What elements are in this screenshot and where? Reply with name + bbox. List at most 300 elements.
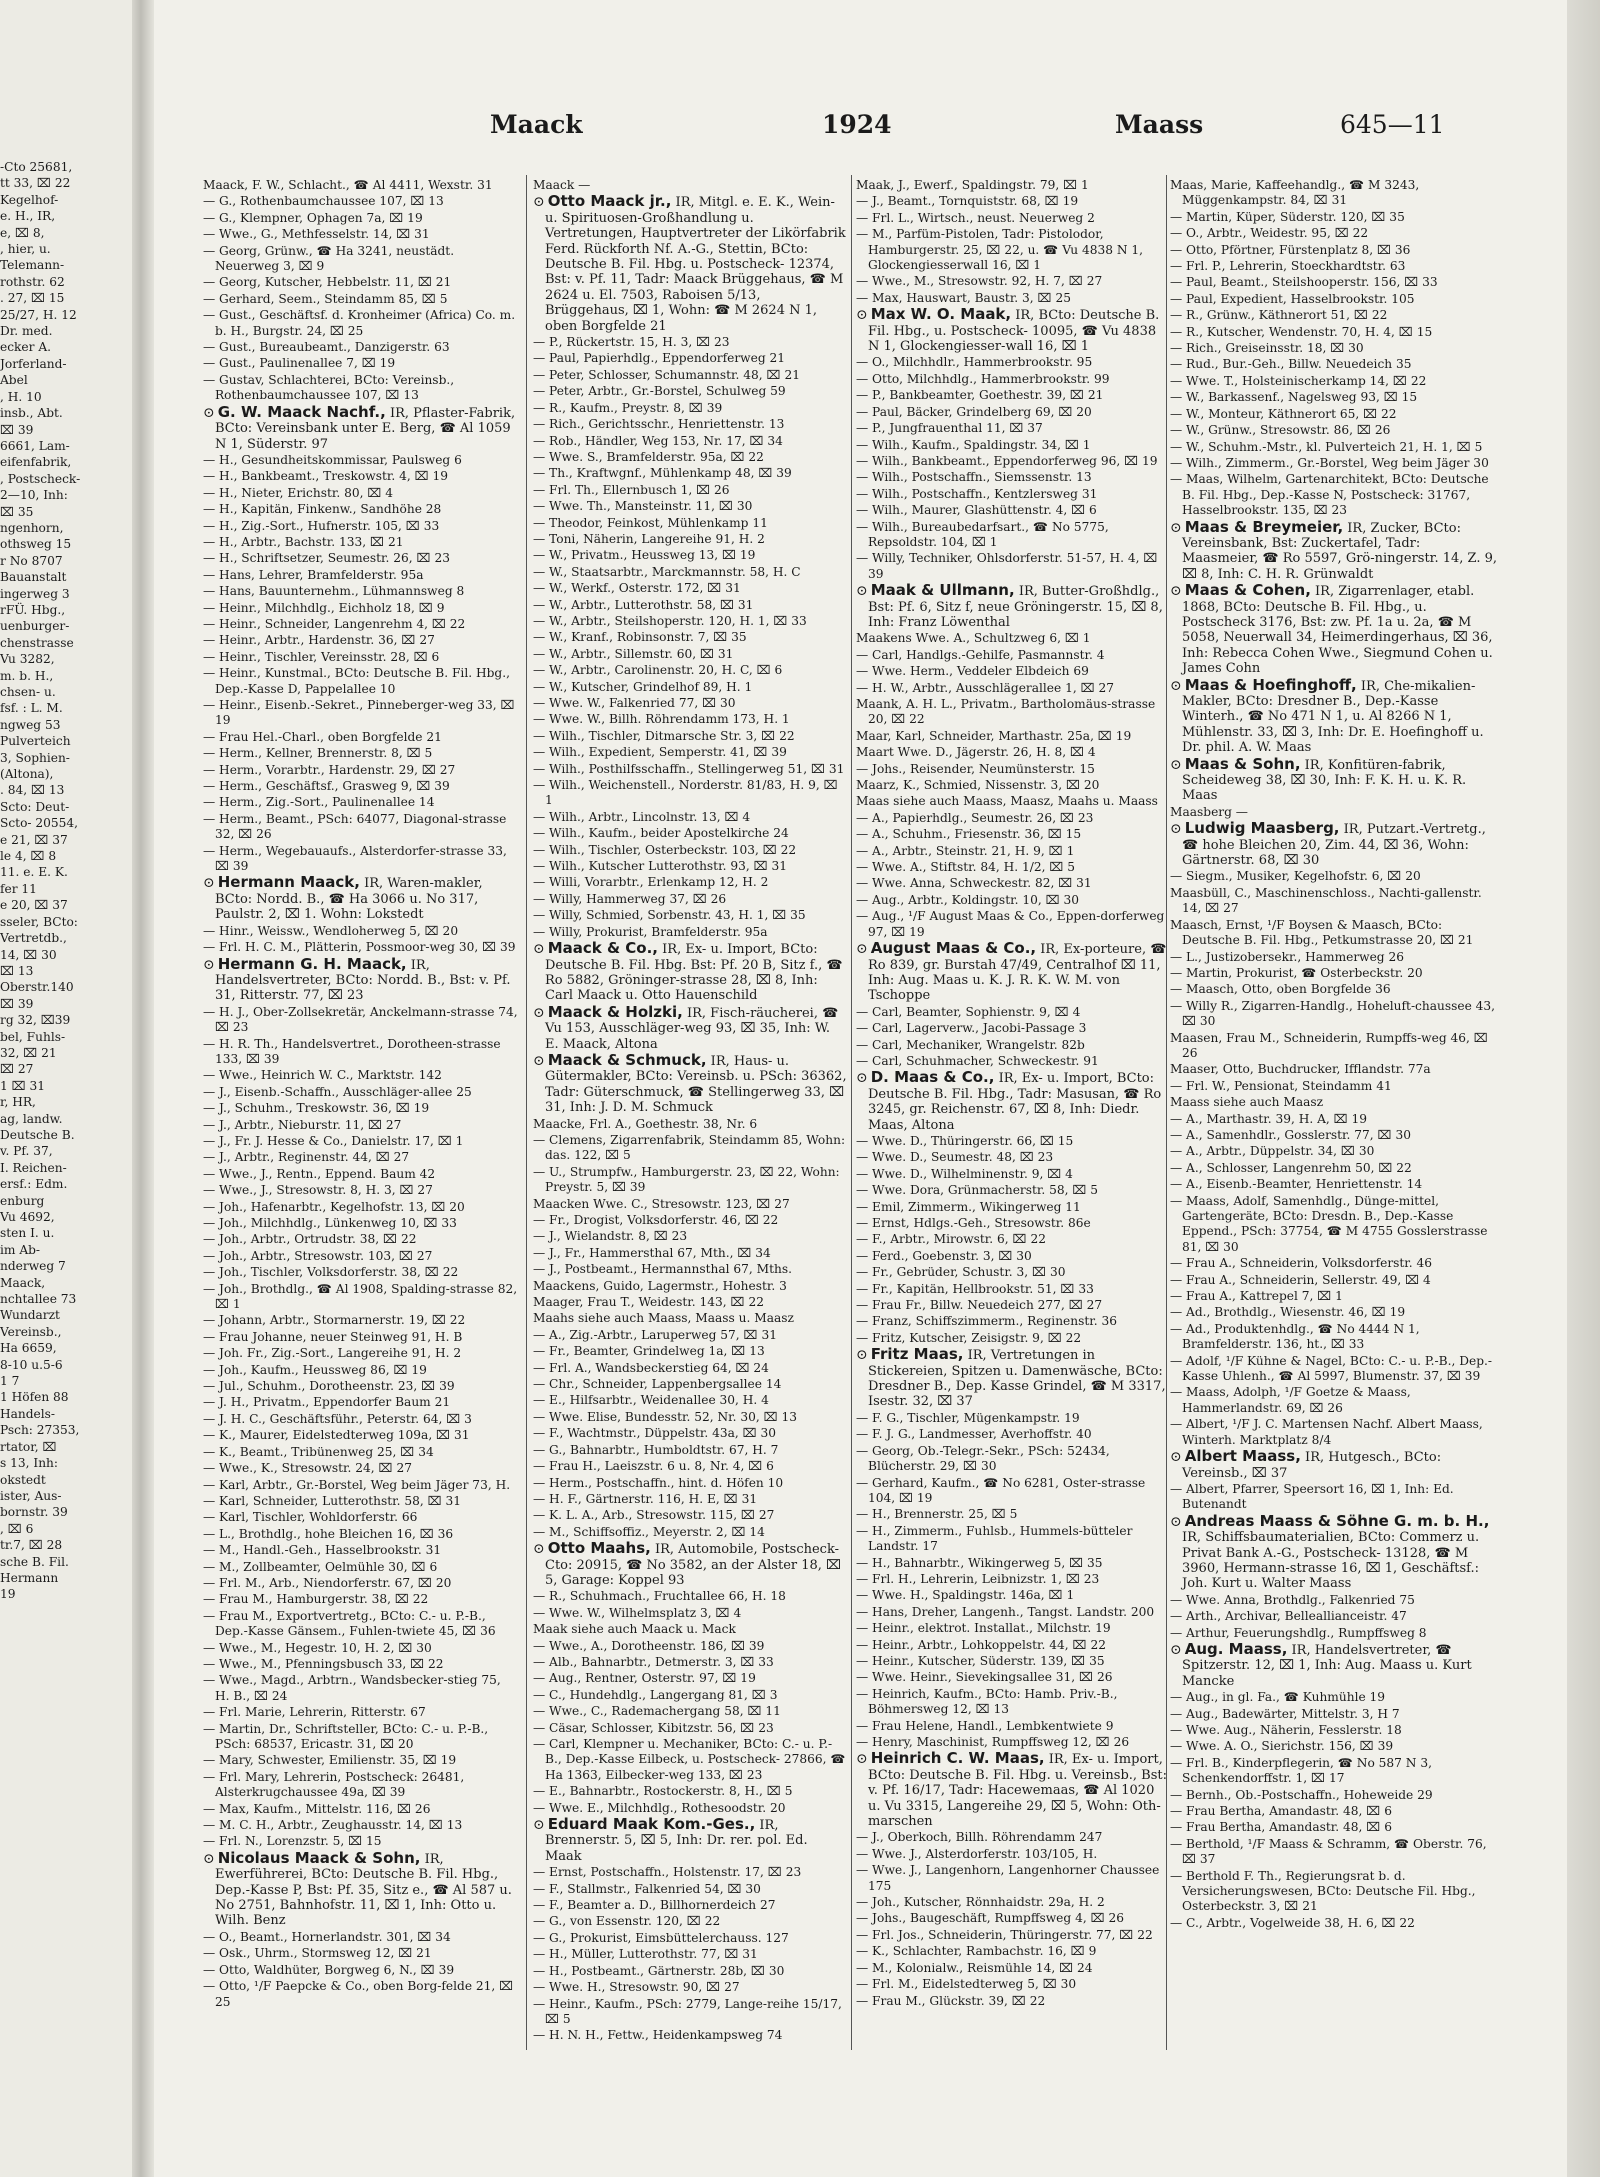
directory-entry: — Arth., Archivar, Belleallianceistr. 47 bbox=[1170, 1609, 1407, 1624]
directory-entry: — J., Schuhm., Treskowstr. 36, ⌧ 19 bbox=[203, 1101, 430, 1116]
directory-entry: — Joh., Arbtr., Ortrudstr. 38, ⌧ 22 bbox=[203, 1232, 417, 1247]
facing-page-line: Pulverteich bbox=[0, 734, 71, 749]
directory-entry: — Heinr., Kutscher, Süderstr. 139, ⌧ 35 bbox=[856, 1653, 1105, 1668]
registered-firm-icon: ⊙ bbox=[1170, 677, 1182, 694]
directory-entry: — Ernst, Hdlgs.-Geh., Stresowstr. 86e bbox=[856, 1216, 1091, 1230]
firm-details: IR, Zucker, BCto: Vereinsbank, Bst: Zuckertafel, Tadr: Maasmeier, ☎ Ro 5597, Grö-ningerstr. 14, Z. 9, ⌧ 8, Inh: C. H. R. Grünwaldt bbox=[1182, 520, 1498, 582]
directory-entry: — Heinr., Schneider, Langenrehm 4, ⌧ 22 bbox=[203, 616, 466, 631]
directory-entry: — J., Beamt., Tornquiststr. 68, ⌧ 19 bbox=[856, 194, 1079, 209]
firm-entry bbox=[203, 402, 518, 452]
directory-entry: — F. J. G., Landmesser, Averhoffstr. 40 bbox=[856, 1427, 1092, 1442]
directory-entry: — H., Arbtr., Bachstr. 133, ⌧ 21 bbox=[203, 534, 404, 549]
facing-page-line: Maack, bbox=[0, 1275, 46, 1290]
firm-name: Maas & Cohen, bbox=[1184, 581, 1311, 600]
directory-entry: — Wilh., Tischler, Ditmarsche Str. 3, ⌧ 22 bbox=[533, 728, 795, 743]
registered-firm-icon: ⊙ bbox=[203, 1850, 215, 1867]
firm-name: Max W. O. Maak, bbox=[870, 305, 1012, 324]
facing-page-line: I. Reichen- bbox=[0, 1160, 67, 1175]
firm-name: Hermann G. H. Maack, bbox=[217, 954, 407, 973]
directory-entry: — Wwe., M., Pfenningsbusch 33, ⌧ 22 bbox=[203, 1656, 444, 1671]
firm-name: Hermann Maack, bbox=[217, 873, 360, 892]
facing-page-line: ag, landw. bbox=[0, 1111, 63, 1126]
directory-entry: — Wwe. D., Seumestr. 48, ⌧ 23 bbox=[856, 1150, 1054, 1165]
facing-page-line: othsweg 15 bbox=[0, 537, 72, 552]
directory-entry: — Herm., Beamt., PSch: 64077, Diagonal-strasse 32, ⌧ 26 bbox=[203, 811, 507, 842]
directory-entry: — Martin, Dr., Schriftsteller, BCto: C.- u. P.-B., PSch: 68537, Ericastr. 31, ⌧ 20 bbox=[203, 1721, 489, 1751]
firm-name: Maack & Schmuck, bbox=[547, 1050, 707, 1069]
directory-entry: — Wwe. W., Falkenried 77, ⌧ 30 bbox=[533, 696, 736, 710]
directory-entry: — H., Postbeamt., Gärtnerstr. 28b, ⌧ 30 bbox=[533, 1963, 785, 1978]
firm-details: IR, Automobile, Postscheck-Cto: 20915, ☎ No 3582, an der Alster 18, ⌧ 5, Garage: Koppel 93 bbox=[545, 1542, 842, 1588]
directory-entry: — Heinr., Tischler, Vereinsstr. 28, ⌧ 6 bbox=[203, 649, 440, 664]
directory-entry: — J., Wielandstr. 8, ⌧ 23 bbox=[533, 1229, 688, 1244]
directory-entry: — A., Eisenb.-Beamter, Henriettenstr. 14 bbox=[1170, 1177, 1423, 1192]
directory-entry: — W., Kutscher, Grindelhof 89, H. 1 bbox=[533, 679, 753, 694]
registered-firm-icon: ⊙ bbox=[533, 194, 545, 211]
firm-details: IR, Vertretungen in Stickereien, Spitzen u. Damenwäsche, BCto: Dresdner B., Dep. Kasse Grindel, ☎ M 3317, Isestr. 32, ⌧ 37 bbox=[868, 1348, 1166, 1410]
directory-entry: — Paul, Beamt., Steilshooperstr. 156, ⌧ 33 bbox=[1170, 275, 1438, 290]
firm-details: IR, Ex- u. Import, BCto: Deutsche B. Fil. Hbg. u. Vereinsb., Bst: v. Pf. 16/17, Tadr: Hacewemaas, ☎ Al 1020 u. Vu 3315, Langereihe 29, ⌧ 5, Wohn: Oth-marschen bbox=[868, 1752, 1168, 1830]
firm-name: Maas & Hoefinghoff, bbox=[1184, 675, 1357, 694]
registered-firm-icon: ⊙ bbox=[203, 875, 215, 892]
directory-entry: Maasberg — bbox=[1170, 804, 1248, 819]
directory-entry: — Franz, Schiffszimmerm., Reginenstr. 36 bbox=[856, 1314, 1118, 1329]
directory-entry: — Hans, Bauunternehm., Lühmannsweg 8 bbox=[203, 584, 465, 599]
directory-entry: — Wwe., J., Stresowstr. 8, H. 3, ⌧ 27 bbox=[203, 1183, 433, 1198]
directory-entry: — H. N. H., Fettw., Heidenkampsweg 74 bbox=[533, 2028, 783, 2043]
directory-entry: — Frau Helene, Handl., Lembkentwiete 9 bbox=[856, 1718, 1114, 1733]
directory-entry: — Carl, Handlgs.-Gehilfe, Pasmannstr. 4 bbox=[856, 647, 1105, 662]
directory-entry: — Joh., Arbtr., Stresowstr. 103, ⌧ 27 bbox=[203, 1248, 433, 1263]
firm-details: IR, Ex- u. Import, BCto: Deutsche B. Fil. Hbg., Tadr: Masusan, ☎ Ro 3245, gr. Reichenstr. 67, ⌧ 8, Inh: Diedr. Maas, Altona bbox=[868, 1071, 1162, 1133]
firm-entry bbox=[533, 1541, 847, 1588]
facing-page-line: Deutsche B. bbox=[0, 1127, 75, 1142]
directory-entry: — Wilh., Postschaffn., Kentzlersweg 31 bbox=[856, 486, 1098, 501]
directory-entry: — Johs., Reisender, Neumünsterstr. 15 bbox=[856, 761, 1095, 776]
facing-page-line: 14, ⌧ 30 bbox=[0, 947, 57, 962]
directory-entry: — L., Brothdlg., hohe Bleichen 16, ⌧ 36 bbox=[203, 1526, 454, 1541]
directory-entry: Maack — bbox=[533, 178, 591, 192]
directory-entry: — Carl, Beamter, Sophienstr. 9, ⌧ 4 bbox=[856, 1004, 1081, 1019]
directory-entry: — J., Postbeamt., Hermannsthal 67, Mths. bbox=[533, 1262, 793, 1277]
firm-entry bbox=[1170, 1449, 1500, 1481]
directory-entry: — Herm., Kellner, Brennerstr. 8, ⌧ 5 bbox=[203, 746, 433, 761]
directory-entry: — Maas, Wilhelm, Gartenarchitekt, BCto: Deutsche B. Fil. Hbg., Dep.-Kasse N, Postscheck: 31767, Hasselbrookstr. 135, ⌧ 23 bbox=[1170, 472, 1489, 518]
facing-page-line: 1 Höfen 88 bbox=[0, 1390, 69, 1405]
facing-page-line: ersf.: Edm. bbox=[0, 1177, 68, 1192]
facing-page-line: Scto- 20554, bbox=[0, 816, 79, 831]
directory-entry: — Aug., Rentner, Osterstr. 97, ⌧ 19 bbox=[533, 1671, 756, 1686]
firm-details: IR, Handelsvertreter, BCto: Nordd. B., Bst: v. Pf. 31, Ritterstr. 77, ⌧ 23 bbox=[215, 957, 511, 1004]
directory-entry: — Max, Hauswart, Baustr. 3, ⌧ 25 bbox=[856, 290, 1071, 305]
directory-entry: — Wilh., Maurer, Glashüttenstr. 4, ⌧ 6 bbox=[856, 503, 1097, 518]
directory-entry: Maackens, Guido, Lagermstr., Hohestr. 3 bbox=[533, 1278, 787, 1293]
firm-details: IR, Waren-makler, BCto: Nordd. B., ☎ Ha 3066 u. No 317, Paulstr. 2, ⌧ 1. Wohn: Lokstedt bbox=[215, 876, 483, 923]
directory-entry: — Wilh., Zimmerm., Gr.-Borstel, Weg beim Jäger 30 bbox=[1170, 455, 1489, 470]
firm-details: IR, Schiffsbaumaterialien, BCto: Commerz u. Privat Bank A.-G., Postscheck- 13128, ☎ M 3960, Hermann-strasse 16, ⌧ 1, Geschäftsf.: Joh. Kurt u. Walter Maass bbox=[1182, 1530, 1480, 1592]
directory-entry: — Wwe. W., Billh. Röhrendamm 173, H. 1 bbox=[533, 712, 790, 727]
facing-page-line: 3, Sophien- bbox=[0, 750, 70, 765]
directory-entry: — Frl. M., Eidelstedterweg 5, ⌧ 30 bbox=[856, 1977, 1077, 1992]
directory-entry: — Hans, Lehrer, Bramfelderstr. 95a bbox=[203, 567, 424, 582]
directory-entry: — M. C. H., Arbtr., Zeughausstr. 14, ⌧ 13 bbox=[203, 1818, 463, 1833]
directory-entry: — H. W., Arbtr., Ausschlägerallee 1, ⌧ 27 bbox=[856, 680, 1115, 695]
directory-entry: — A., Zig.-Arbtr., Laruperweg 57, ⌧ 31 bbox=[533, 1327, 777, 1342]
registered-firm-icon: ⊙ bbox=[203, 404, 215, 421]
facing-page-line: ngenhorn, bbox=[0, 520, 64, 535]
column-divider bbox=[851, 175, 852, 2050]
firm-entry bbox=[856, 1751, 1168, 1829]
registered-firm-icon: ⊙ bbox=[1170, 821, 1182, 838]
directory-entry: Maar, Karl, Schneider, Marthastr. 25a, ⌧ 19 bbox=[856, 728, 1132, 743]
directory-entry: — M., Kolonialw., Reismühle 14, ⌧ 24 bbox=[856, 1960, 1093, 1975]
directory-entry: — Th., Kraftwgnf., Mühlenkamp 48, ⌧ 39 bbox=[533, 466, 792, 481]
firm-details: IR, Handelsvertreter, ☎ Spitzerstr. 12, ⌧ 1, Inh: Aug. Maass u. Kurt Mancke bbox=[1182, 1642, 1472, 1689]
firm-name: Maak & Ullmann, bbox=[870, 581, 1015, 600]
directory-entry: — Herm., Wegebauaufs., Alsterdorfer-strasse 33, ⌧ 39 bbox=[203, 843, 507, 874]
directory-entry: — O., Arbtr., Weidestr. 95, ⌧ 22 bbox=[1170, 226, 1369, 241]
registered-firm-icon: ⊙ bbox=[1170, 1513, 1182, 1530]
directory-entry: — Georg, Ob.-Telegr.-Sekr., PSch: 52434, Blücherstr. 29, ⌧ 30 bbox=[856, 1443, 1110, 1474]
firm-name: Ludwig Maasberg, bbox=[1184, 819, 1340, 838]
firm-entry bbox=[203, 1848, 518, 1929]
firm-details: IR, Ex-porteure, ☎ Ro 839, gr. Burstah 47/49, Centralhof ⌧ 11, Inh: Aug. Maas u. K. J. R. K. W. M. von Tschoppe bbox=[868, 942, 1167, 1004]
directory-entry: — Wwe. Aug., Näherin, Fesslerstr. 18 bbox=[1170, 1723, 1402, 1737]
registered-firm-icon: ⊙ bbox=[533, 1004, 545, 1021]
directory-entry: — H., Bahnarbtr., Wikingerweg 5, ⌧ 35 bbox=[856, 1555, 1103, 1570]
facing-page-line: insb., Abt. bbox=[0, 406, 63, 421]
facing-page-line: okstedt bbox=[0, 1472, 46, 1487]
directory-entry: — Joh., Brothdlg., ☎ Al 1908, Spalding-strasse 82, ⌧ 1 bbox=[203, 1281, 518, 1312]
directory-entry: — Wwe. J., Langenhorn, Langenhorner Chaussee 175 bbox=[856, 1863, 1160, 1893]
directory-entry: Maak, J., Ewerf., Spaldingstr. 79, ⌧ 1 bbox=[856, 178, 1089, 192]
directory-entry: — Wwe., G., Methfesselstr. 14, ⌧ 31 bbox=[203, 227, 430, 242]
directory-entry: — Cäsar, Schlosser, Kibitzstr. 56, ⌧ 23 bbox=[533, 1720, 774, 1735]
directory-entry: — Fr., Kapitän, Hellbrookstr. 51, ⌧ 33 bbox=[856, 1281, 1094, 1296]
facing-page-line: , ⌧ 6 bbox=[0, 1521, 34, 1536]
directory-entry: — Frl. B., Kinderpflegerin, ☎ No 587 N 3, Schenkendorffstr. 1, ⌧ 17 bbox=[1170, 1755, 1432, 1786]
directory-entry: — H., Brennerstr. 25, ⌧ 5 bbox=[856, 1507, 1018, 1522]
directory-entry: — Frl. Jos., Schneiderin, Thüringerstr. 77, ⌧ 22 bbox=[856, 1927, 1153, 1942]
directory-entry: — Wwe., J., Rentn., Eppend. Baum 42 bbox=[203, 1166, 436, 1181]
directory-entry: — Willy, Techniker, Ohlsdorferstr. 51-57, H. 4, ⌧ 39 bbox=[856, 551, 1158, 581]
directory-entry: — F., Stallmstr., Falkenried 54, ⌧ 30 bbox=[533, 1881, 761, 1896]
directory-entry: Maack, F. W., Schlacht., ☎ Al 4411, Wexstr. 31 bbox=[203, 178, 493, 192]
directory-column-3 bbox=[856, 178, 1168, 2048]
directory-entry: — H., Zig.-Sort., Hufnerstr. 105, ⌧ 33 bbox=[203, 518, 440, 533]
directory-entry: — Heinr., Milchhdlg., Eichholz 18, ⌧ 9 bbox=[203, 600, 445, 615]
facing-page-line: Dr. med. bbox=[0, 324, 53, 339]
directory-entry: — Wilh., Kutscher Lutterothstr. 93, ⌧ 31 bbox=[533, 859, 787, 874]
directory-entry: — A., Schlosser, Langenrehm 50, ⌧ 22 bbox=[1170, 1160, 1412, 1175]
directory-entry: — L., Justizobersekr., Hammerweg 26 bbox=[1170, 949, 1404, 964]
directory-entry: — Gust., Bureaubeamt., Danzigerstr. 63 bbox=[203, 340, 450, 355]
directory-entry: — Georg, Kutscher, Hebbelstr. 11, ⌧ 21 bbox=[203, 275, 452, 290]
firm-name: Albert Maass, bbox=[1184, 1447, 1301, 1466]
directory-entry: — Wwe., M., Stresowstr. 92, H. 7, ⌧ 27 bbox=[856, 274, 1103, 289]
directory-entry: — Wilh., Kaufm., Spaldingstr. 34, ⌧ 1 bbox=[856, 437, 1091, 452]
facing-page-line: 25/27, H. 12 bbox=[0, 307, 77, 322]
facing-page-line: ⌧ 35 bbox=[0, 504, 34, 519]
directory-entry: — Wwe. Th., Mansteinstr. 11, ⌧ 30 bbox=[533, 499, 753, 514]
registered-firm-icon: ⊙ bbox=[1170, 519, 1182, 536]
directory-entry: Maak siehe auch Maack u. Mack bbox=[533, 1622, 736, 1637]
directory-entry: — E., Hilfsarbtr., Weidenallee 30, H. 4 bbox=[533, 1393, 769, 1408]
firm-details: IR, Konfitüren-fabrik, Scheideweg 38, ⌧ 30, Inh: F. K. H. u. K. R. Maas bbox=[1182, 757, 1467, 804]
registered-firm-icon: ⊙ bbox=[1170, 583, 1182, 600]
directory-entry: Maart Wwe. D., Jägerstr. 26, H. 8, ⌧ 4 bbox=[856, 745, 1096, 760]
facing-page-line: tt 33, ⌧ 22 bbox=[0, 176, 71, 191]
directory-entry: — Martin, Küper, Süderstr. 120, ⌧ 35 bbox=[1170, 209, 1405, 224]
directory-entry: — Wilh., Kaufm., beider Apostelkirche 24 bbox=[533, 826, 789, 841]
directory-entry: — Bernh., Ob.-Postschaffn., Hoheweide 29 bbox=[1170, 1787, 1433, 1802]
directory-entry: — Aug., Badewärter, Mittelstr. 3, H 7 bbox=[1170, 1706, 1400, 1721]
directory-entry: — Wwe. Anna, Schweckestr. 82, ⌧ 31 bbox=[856, 876, 1092, 891]
directory-entry: — A., Schuhm., Friesenstr. 36, ⌧ 15 bbox=[856, 827, 1082, 842]
firm-name: August Maas & Co., bbox=[870, 939, 1037, 958]
directory-entry: — Ad., Produktenhdlg., ☎ No 4444 N 1, Bramfelderstr. 136, ht., ⌧ 33 bbox=[1170, 1321, 1420, 1352]
directory-entry: — P., Jungfrauenthal 11, ⌧ 37 bbox=[856, 421, 1043, 436]
firm-details: IR, Putzart.-Vertretg., ☎ hohe Bleichen 20, Zim. 44, ⌧ 36, Wohn: Gärtnerstr. 68, ⌧ 30 bbox=[1182, 822, 1486, 869]
facing-page-line: bornstr. 39 bbox=[0, 1505, 68, 1520]
directory-entry: — Frau M., Exportvertretg., BCto: C.- u. P.-B., Dep.-Kasse Gänsem., Fuhlen-twiete 45, ⌧ 36 bbox=[203, 1608, 496, 1639]
facing-page-line: ⌧ 39 bbox=[0, 422, 34, 437]
registered-firm-icon: ⊙ bbox=[533, 941, 545, 958]
directory-entry: — Max, Kaufm., Mittelstr. 116, ⌧ 26 bbox=[203, 1801, 431, 1816]
firm-name: Aug. Maass, bbox=[1184, 1639, 1288, 1658]
directory-entry: — Gustav, Schlachterei, BCto: Vereinsb., Rothenbaumchaussee 107, ⌧ 13 bbox=[203, 372, 455, 403]
directory-entry: — Wwe. H., Stresowstr. 90, ⌧ 27 bbox=[533, 1980, 740, 1995]
firm-name: Fritz Maas, bbox=[870, 1345, 964, 1364]
book-fold bbox=[132, 0, 154, 2177]
directory-entry: — Heinr., Kaufm., PSch: 2779, Lange-reihe 15/17, ⌧ 5 bbox=[533, 1996, 842, 2026]
facing-page-line: rothstr. 62 bbox=[0, 274, 65, 289]
directory-entry: — W., Werkf., Osterstr. 172, ⌧ 31 bbox=[533, 581, 741, 596]
registered-firm-icon: ⊙ bbox=[533, 1541, 545, 1558]
directory-entry: — K. L. A., Arb., Stresowstr. 115, ⌧ 27 bbox=[533, 1508, 775, 1523]
directory-entry: — Wwe. H., Spaldingstr. 146a, ⌧ 1 bbox=[856, 1588, 1075, 1603]
directory-entry: — Willy, Schmied, Sorbenstr. 43, H. 1, ⌧ 35 bbox=[533, 908, 806, 923]
directory-entry: — Wwe., Heinrich W. C., Marktstr. 142 bbox=[203, 1068, 442, 1083]
directory-entry: — Joh., Tischler, Volksdorferstr. 38, ⌧ 22 bbox=[203, 1265, 459, 1280]
facing-page-line: im Ab- bbox=[0, 1242, 41, 1257]
directory-entry: — M., Zollbeamter, Oelmühle 30, ⌧ 6 bbox=[203, 1559, 438, 1574]
directory-entry: — Wilh., Expedient, Semperstr. 41, ⌧ 39 bbox=[533, 745, 787, 760]
directory-entry: — Rob., Händler, Weg 153, Nr. 17, ⌧ 34 bbox=[533, 433, 783, 448]
directory-entry: — Hinr., Weissw., Wendloherweg 5, ⌧ 20 bbox=[203, 923, 459, 938]
facing-page-line: Vereinsb., bbox=[0, 1324, 62, 1339]
facing-page-line: 19 bbox=[0, 1587, 16, 1602]
directory-column-4 bbox=[1170, 178, 1500, 2048]
firm-name: Maack & Co., bbox=[547, 939, 659, 958]
directory-entry: — J., Arbtr., Reginenstr. 44, ⌧ 27 bbox=[203, 1150, 410, 1165]
directory-entry: — O., Milchhdlr., Hammerbrookstr. 95 bbox=[856, 355, 1093, 370]
facing-page-line: rFÜ. Hbg., bbox=[0, 602, 66, 617]
directory-entry: — Wwe. S., Bramfelderstr. 95a, ⌧ 22 bbox=[533, 449, 764, 464]
directory-entry: — H. J., Ober-Zollsekretär, Anckelmann-strasse 74, ⌧ 23 bbox=[203, 1004, 518, 1035]
firm-entry bbox=[1170, 1639, 1500, 1689]
directory-entry: — Gerhard, Seem., Steindamm 85, ⌧ 5 bbox=[203, 291, 448, 306]
facing-page-line: ecker A. bbox=[0, 340, 52, 355]
directory-entry: — Wilh., Posthilfsschaffn., Stellingerweg 51, ⌧ 31 bbox=[533, 761, 845, 776]
directory-entry: — Albert, Pfarrer, Speersort 16, ⌧ 1, Inh: Ed. Butenandt bbox=[1170, 1481, 1454, 1512]
directory-entry: — Wilh., Bureaubedarfsart., ☎ No 5775, Repsoldstr. 104, ⌧ 1 bbox=[856, 519, 1109, 549]
facing-page-line: e 21, ⌧ 37 bbox=[0, 832, 68, 847]
registered-firm-icon: ⊙ bbox=[856, 1070, 868, 1087]
directory-entry: — Wwe., C., Rademachergang 58, ⌧ 11 bbox=[533, 1704, 781, 1719]
firm-details: IR, Haus- u. Gütermakler, BCto: Vereinsb. u. PSch: 36362, Tadr: Güterschmuck, ☎ Stellingerweg 33, ⌧ 31, Inh: J. D. M. Schmuck bbox=[545, 1053, 847, 1116]
facing-page-line: , Postscheck- bbox=[0, 471, 81, 486]
directory-entry: — Karl, Schneider, Lutterothstr. 58, ⌧ 31 bbox=[203, 1493, 462, 1508]
directory-entry: — Frl. L., Wirtsch., neust. Neuerweg 2 bbox=[856, 210, 1095, 225]
directory-entry: — M., Handl.-Geh., Hasselbrookstr. 31 bbox=[203, 1543, 442, 1558]
directory-entry: — Otto, Pförtner, Fürstenplatz 8, ⌧ 36 bbox=[1170, 242, 1411, 257]
page-header bbox=[180, 110, 1550, 150]
directory-entry: — Paul, Expedient, Hasselbrookstr. 105 bbox=[1170, 291, 1415, 306]
directory-entry: Maarz, K., Schmied, Nissenstr. 3, ⌧ 20 bbox=[856, 778, 1100, 793]
facing-page-line: ⌧ 39 bbox=[0, 996, 34, 1011]
directory-entry: — Herm., Geschäftsf., Grasweg 9, ⌧ 39 bbox=[203, 779, 450, 794]
directory-entry: — W., Arbtr., Steilshoperstr. 120, H. 1, ⌧ 33 bbox=[533, 613, 807, 628]
firm-details: IR, Pflaster-Fabrik, BCto: Vereinsbank unter E. Berg, ☎ Al 1059 N 1, Süderstr. 97 bbox=[215, 405, 516, 452]
directory-entry: — U., Strumpfw., Hamburgerstr. 23, ⌧ 22, Wohn: Preystr. 5, ⌧ 39 bbox=[533, 1164, 840, 1195]
facing-page-column bbox=[0, 160, 150, 1604]
header-last-entry: Maass bbox=[1115, 110, 1204, 139]
directory-entry: — Wilh., Weichenstell., Norderstr. 81/83, H. 9, ⌧ 1 bbox=[533, 778, 838, 808]
facing-page-line: Jorferland- bbox=[0, 356, 67, 371]
registered-firm-icon: ⊙ bbox=[856, 1751, 868, 1768]
directory-entry: Maacke, Frl. A., Goethestr. 38, Nr. 6 bbox=[533, 1116, 758, 1131]
directory-entry: — Peter, Schlosser, Schumannstr. 48, ⌧ 21 bbox=[533, 367, 800, 382]
directory-entry: — Mary, Schwester, Emilienstr. 35, ⌧ 19 bbox=[203, 1753, 457, 1768]
firm-details: IR, Zigarrenlager, etabl. 1868, BCto: Deutsche B. Fil. Hbg., u. Postscheck 3176, Bst: zw. Pf. 1a u. 2a, ☎ M 5058, Neuerwall 34, Heimerdingerhaus, ⌧ 36, Inh: Rebecca Cohen Wwe., Siegmund Cohen u. James Cohn bbox=[1182, 584, 1493, 677]
facing-page-line: r No 8707 bbox=[0, 553, 63, 568]
directory-entry: — Wwe. A. O., Sierichstr. 156, ⌧ 39 bbox=[1170, 1739, 1394, 1754]
directory-entry: — A., Marthastr. 39, H. A, ⌧ 19 bbox=[1170, 1111, 1368, 1126]
directory-entry: — G., Bahnarbtr., Humboldtstr. 67, H. 7 bbox=[533, 1442, 779, 1457]
firm-details: IR, Fisch-räucherei, ☎ Vu 153, Ausschläger-weg 93, ⌧ 35, Inh: W. E. Maack, Altona bbox=[545, 1005, 839, 1052]
firm-entry bbox=[856, 941, 1168, 1004]
directory-entry: — J., Fr., Hammersthal 67, Mth., ⌧ 34 bbox=[533, 1245, 771, 1260]
facing-page-line: 32, ⌧ 21 bbox=[0, 1045, 57, 1060]
directory-entry: — F., Arbtr., Mirowstr. 6, ⌧ 22 bbox=[856, 1232, 1046, 1247]
registered-firm-icon: ⊙ bbox=[533, 1817, 545, 1834]
firm-entry bbox=[1170, 821, 1500, 868]
directory-entry: — K., Schlachter, Rambachstr. 16, ⌧ 9 bbox=[856, 1944, 1097, 1959]
facing-page-line: Kegelhof- bbox=[0, 192, 59, 207]
directory-entry: — Herm., Zig.-Sort., Paulinenallee 14 bbox=[203, 795, 435, 810]
directory-entry: — Heinr., Arbtr., Hardenstr. 36, ⌧ 27 bbox=[203, 633, 435, 648]
directory-entry: — Willy, Prokurist, Bramfelderstr. 95a bbox=[533, 924, 768, 939]
directory-entry: — Frl. M., Arb., Niendorferstr. 67, ⌧ 20 bbox=[203, 1575, 452, 1590]
directory-entry: — Joh., Kaufm., Heussweg 86, ⌧ 19 bbox=[203, 1362, 427, 1377]
directory-entry: — Fritz, Kutscher, Zeisigstr. 9, ⌧ 22 bbox=[856, 1330, 1082, 1345]
directory-entry: — C., Arbtr., Vogelweide 38, H. 6, ⌧ 22 bbox=[1170, 1915, 1415, 1930]
facing-page-line: Psch: 27353, bbox=[0, 1423, 80, 1438]
facing-page-line: bel, Fuhls- bbox=[0, 1029, 66, 1044]
facing-page-line: uenburger- bbox=[0, 619, 70, 634]
firm-entry bbox=[1170, 583, 1500, 676]
directory-entry: — Emil, Zimmerm., Wikingerweg 11 bbox=[856, 1199, 1081, 1214]
directory-entry: — Rud., Bur.-Geh., Billw. Neuedeich 35 bbox=[1170, 357, 1412, 372]
directory-entry: — Ernst, Postschaffn., Holstenstr. 17, ⌧ 23 bbox=[533, 1865, 802, 1880]
directory-entry: — Frl. Marie, Lehrerin, Ritterstr. 67 bbox=[203, 1705, 426, 1720]
firm-entry bbox=[533, 1050, 847, 1116]
directory-entry: — Frl. W., Pensionat, Steindamm 41 bbox=[1170, 1078, 1392, 1093]
directory-entry: — Gust., Geschäftsf. d. Kronheimer (Africa) Co. m. b. H., Burgstr. 24, ⌧ 25 bbox=[203, 308, 516, 338]
directory-entry: — Carl, Lagerverw., Jacobi-Passage 3 bbox=[856, 1021, 1087, 1036]
directory-entry: — H. R. Th., Handelsvertret., Dorotheen-strasse 133, ⌧ 39 bbox=[203, 1036, 501, 1066]
directory-entry: — Aug., ¹/F August Maas & Co., Eppen-dorferweg 97, ⌧ 19 bbox=[856, 909, 1165, 939]
directory-entry: — Wwe. Herm., Veddeler Elbdeich 69 bbox=[856, 664, 1089, 679]
directory-entry: — Wwe. E., Milchhdlg., Rothesoodstr. 20 bbox=[533, 1800, 786, 1815]
directory-entry: — E., Bahnarbtr., Rostockerstr. 8, H., ⌧ 5 bbox=[533, 1784, 793, 1799]
facing-page-line: rg 32, ⌧39 bbox=[0, 1013, 71, 1028]
directory-entry: Maas siehe auch Maass, Maasz, Maahs u. Maass bbox=[856, 794, 1158, 809]
directory-entry: — Berthold, ¹/F Maass & Schramm, ☎ Oberstr. 76, ⌧ 37 bbox=[1170, 1836, 1487, 1867]
directory-entry: — H., Bankbeamt., Treskowstr. 4, ⌧ 19 bbox=[203, 469, 449, 484]
directory-entry: — M., Parfüm-Pistolen, Tadr: Pistolodor, Hamburgerstr. 25, ⌧ 22, u. ☎ Vu 4838 N 1, Glockengiesserwall 16, ⌧ 1 bbox=[856, 227, 1144, 273]
directory-entry: — W., Arbtr., Carolinenstr. 20, H. C, ⌧ 6 bbox=[533, 663, 783, 678]
directory-entry: — Jul., Schuhm., Dorotheenstr. 23, ⌧ 39 bbox=[203, 1379, 455, 1394]
page-edge bbox=[1567, 0, 1600, 2177]
directory-entry: — R., Schuhmach., Fruchtallee 66, H. 18 bbox=[533, 1589, 786, 1604]
firm-details: IR, Mitgl. e. E. K., Wein- u. Spirituosen-Großhandlung u. Vertretungen, Hauptvertreter der Likörfabrik Ferd. Rückforth Nf. A.-G., Stettin, BCto: Deutsche B. Fil. Hbg. u. Postscheck- 12374, Bst: v. Pf. 11, Tadr: Maack Brüggehaus, ☎ M 2624 u. El. 7503, Raboisen 5/13, Brüggehaus, ⌧ 1, Wohn: ☎ M 2624 N 1, oben Borgfelde 21 bbox=[545, 195, 846, 334]
firm-entry bbox=[203, 954, 518, 1004]
directory-entry: — H., Müller, Lutterothstr. 77, ⌧ 31 bbox=[533, 1947, 758, 1962]
firm-entry bbox=[1170, 517, 1500, 583]
directory-entry: — J. H. C., Geschäftsführ., Peterstr. 64, ⌧ 3 bbox=[203, 1411, 472, 1426]
firm-entry bbox=[533, 941, 847, 1004]
directory-entry: — Carl, Schuhmacher, Schweckestr. 91 bbox=[856, 1053, 1099, 1068]
directory-entry: — Henry, Maschinist, Rumpffsweg 12, ⌧ 26 bbox=[856, 1735, 1130, 1749]
directory-entry: — Ferd., Goebenstr. 3, ⌧ 30 bbox=[856, 1248, 1032, 1263]
firm-name: Otto Maack jr., bbox=[547, 192, 672, 211]
firm-entry bbox=[856, 1347, 1168, 1410]
directory-entry: Maasch, Ernst, ¹/F Boysen & Maasch, BCto: Deutsche B. Fil. Hbg., Petkumstrasse 20, ⌧ 21 bbox=[1170, 917, 1474, 948]
firm-entry bbox=[856, 1070, 1168, 1133]
registered-firm-icon: ⊙ bbox=[856, 941, 868, 958]
directory-entry: — K., Maurer, Eidelstedterweg 109a, ⌧ 31 bbox=[203, 1428, 470, 1443]
facing-page-line: Handels- bbox=[0, 1406, 56, 1421]
directory-entry: — Willi, Vorarbtr., Erlenkamp 12, H. 2 bbox=[533, 875, 769, 890]
directory-entry: — H., Kapitän, Finkenw., Sandhöhe 28 bbox=[203, 502, 442, 517]
directory-entry: — F., Beamter a. D., Billhornerdeich 27 bbox=[533, 1898, 776, 1913]
directory-entry: — Wwe., K., Stresowstr. 24, ⌧ 27 bbox=[203, 1461, 412, 1476]
directory-entry: — Adolf, ¹/F Kühne & Nagel, BCto: C.- u. P.-B., Dep.-Kasse Uhlenh., ☎ Al 5997, Blumenstr. 37, ⌧ 39 bbox=[1170, 1353, 1492, 1384]
directory-entry: — Frl. N., Lorenzstr. 5, ⌧ 15 bbox=[203, 1834, 382, 1849]
facing-page-line: . 27, ⌧ 15 bbox=[0, 291, 65, 306]
directory-entry: — G., von Essenstr. 120, ⌧ 22 bbox=[533, 1914, 721, 1929]
directory-entry: — Fr., Drogist, Volksdorferstr. 46, ⌧ 22 bbox=[533, 1213, 779, 1227]
directory-entry: Maager, Frau T., Weidestr. 143, ⌧ 22 bbox=[533, 1295, 764, 1310]
directory-entry: — Wwe. T., Holsteinischerkamp 14, ⌧ 22 bbox=[1170, 373, 1427, 388]
registered-firm-icon: ⊙ bbox=[533, 1052, 545, 1069]
facing-page-line: 11. e. E. K. bbox=[0, 865, 68, 880]
directory-entry: — W., Arbtr., Lutterothstr. 58, ⌧ 31 bbox=[533, 597, 754, 612]
directory-entry: — G., Rothenbaumchaussee 107, ⌧ 13 bbox=[203, 194, 444, 209]
facing-page-line: Scto: Deut- bbox=[0, 799, 70, 814]
facing-page-line: chenstrasse bbox=[0, 635, 74, 650]
facing-page-line: ⌧ 27 bbox=[0, 1062, 34, 1077]
directory-entry: — Frau M., Glückstr. 39, ⌧ 22 bbox=[856, 1993, 1046, 2008]
directory-entry: — K., Beamt., Tribünenweg 25, ⌧ 34 bbox=[203, 1444, 434, 1459]
directory-entry: — Carl, Klempner u. Mechaniker, BCto: C.- u. P.-B., Dep.-Kasse Eilbeck, u. Postscheck- 27866, ☎ Ha 1363, Eilbecker-weg 133, ⌧ 23 bbox=[533, 1737, 846, 1782]
facing-page-line: rtator, ⌧ bbox=[0, 1439, 57, 1454]
firm-name: Maack & Holzki, bbox=[547, 1002, 683, 1021]
directory-entry: — Wwe. Anna, Brothdlg., Falkenried 75 bbox=[1170, 1592, 1415, 1607]
directory-entry: — Chr., Schneider, Lappenbergsallee 14 bbox=[533, 1377, 782, 1392]
